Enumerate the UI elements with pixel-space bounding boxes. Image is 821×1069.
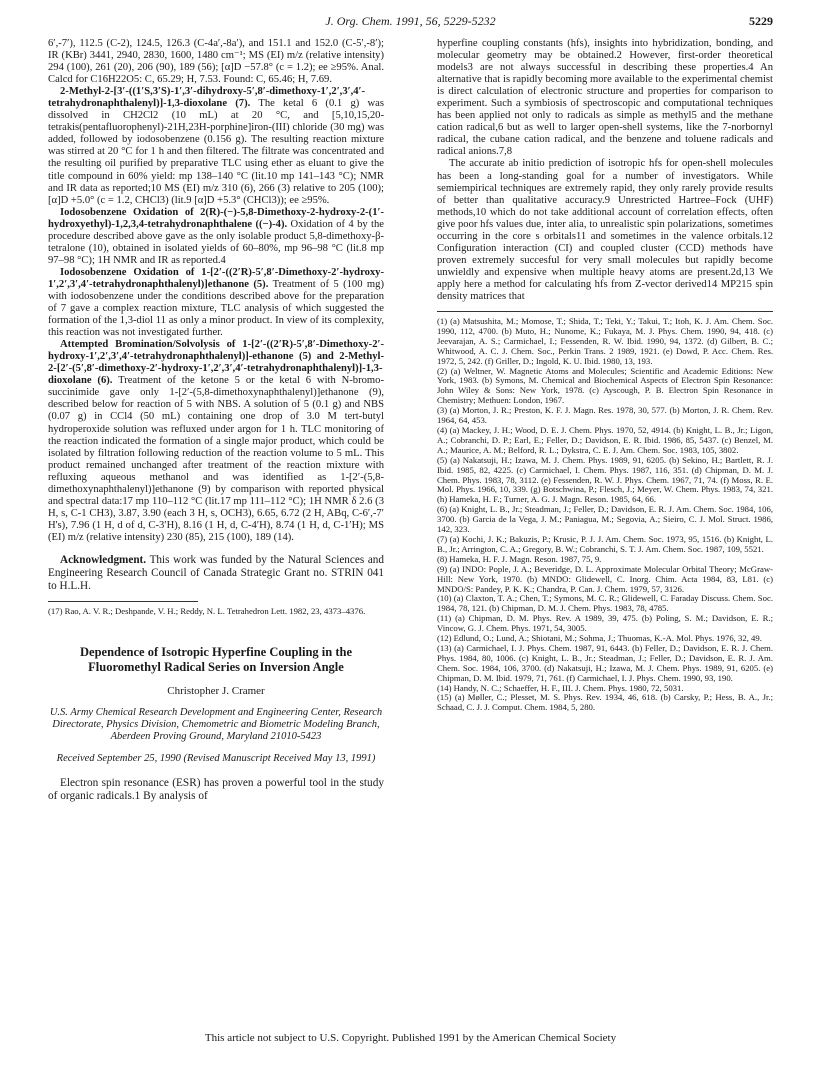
running-head (0, 14, 821, 32)
received-date: Received September 25, 1990 (Revised Manuscript Received May 13, 1991) (56, 752, 376, 764)
reference-item: (2) (a) Weltner, W. Magnetic Atoms and Molecules; Scientific and Academic Editions: New York, 1983. (b) Symons, M. Chemical and Biochemical Aspects of Electron Spin Resonance: John Wiley & Sons: New York, 1978. (c) Ayscough, P. B. Electron Spin Resonance in Chemistry; Methuen: London, 1967. (437, 365, 773, 406)
reference-item: (15) (a) Møller, C.; Plesset, M. S. Phys. Rev. 1934, 46, 618. (b) Carsky, P.; Hess, B. A., Jr.; Schaad, C. J. J. Comput. Chem. 1984, 5, 280. (437, 692, 773, 713)
right-column (437, 38, 773, 713)
reference-item: (7) (a) Kochi, J. K.; Bakuzis, P.; Krusic, P. J. J. Am. Chem. Soc. 1973, 95, 1516. (b) Knight, L. B., Jr.; Arrington, C. A.; Gregory, B. W.; Cobranchi, S. T. J. Am. Chem. Soc. 1987, 109, 5521. (437, 533, 773, 554)
footnote-divider (48, 601, 198, 602)
journal-citation: J. Org. Chem. 1991, 56, 5229-5232 (325, 14, 496, 28)
reference-item: (1) (a) Matsushita, M.; Momose, T.; Shida, T.; Teki, Y.; Takui, T.; Itoh, K. J. Am. Chem. Soc. 1990, 112, 4700. (b) Muto, H.; Nunome, K.; Fukaya, M. J. Phys. Chem. 1990, 94, 418. (c) Jeevarajan, A. S.; Carmichael, I.; Fessenden, R. W. Ibid. 1990, 94, 1372. (d) Gilbert, B. C.; Whitwood, A. C. J. Chem. Soc., Perkin Trans. 2 1989, 1921. (e) Dowd, P. Acc. Chem. Res. 1972, 5, 242. (f) Griller, D.; Ingold, K. U. Ibid. 1980, 13, 193. (437, 316, 773, 366)
experimental-body-2: Oxidation of 4 by the procedure described above gave as the only isolable product 5,8-dimethoxy-β-tetralone (10), obtained in isolated yields of 60–80%, mp 96–98 °C (lit.8 mp 97–98 °C); 1H NMR and IR as reported.4 (48, 218, 384, 266)
acknowledgment-body: This work was funded by the Natural Sciences and Engineering Research Council of Canada Strategic Grant no. STRIN 041 to H.L.H. (48, 553, 384, 592)
continued-paragraph: 6′,-7′), 112.5 (C-2), 124.5, 126.3 (C-4a′,-8a′), and 151.1 and 152.0 (C-5′,-8′); IR (KBr) 3441, 2940, 2830, 1600, 1480 cm⁻¹; MS (EI) m/z (relative intensity) 294 (100), 261 (20), 206 (90), 189 (56); [α]D −57.8° (c = 1.2); ee ≥95%. Anal. Calcd for C16H22O5: C, 65.29; H, 7.53. Found: C, 65.46; H, 7.69. (48, 38, 384, 86)
reference-item: (6) (a) Knight, L. B., Jr.; Steadman, J.; Feller, D.; Davidson, E. R. J. Am. Chem. Soc. 1984, 106, 3700. (b) Garcia de la Vega, J. M.; Paniagua, M.; Segovia, A.; Sieiro, C. J. Mol. Struct. 1986, 142, 323. (437, 504, 773, 535)
left-column (48, 38, 384, 803)
experimental-heading-4: Attempted Bromination/Solvolysis of 1-[2′-((2′R)-5′,8′-Dimethoxy-2′-hydroxy-1′,2′,3′,4′-tetrahydronaphthalenyl)]-ethanone (5) and 2-Methyl-2-[2′-(5′,8′-dimethoxy-2′-hydroxy-1′,2′,3′,4′-tetrahydronaphthalenyl)]-1,3-dioxolane (6). (48, 339, 384, 387)
experimental-paragraph-4 (48, 339, 384, 544)
experimental-body-1: The ketal 6 (0.1 g) was dissolved in CH2Cl2 (10 mL) at 20 °C, and [5,10,15,20-tetrakis(pentafluorophenyl)-21H,23H-porphine]iron-(III) chloride (30 mg) was added, followed by iodosobenzene (0.156 g). The resulting reaction mixture was stirred at 20 °C for 1 h and then filtered. The filtrate was concentrated and the resulting oil purified by preparative TLC using ether as eluant to give the title compound in 60% yield: mp 138–140 °C (lit.10 mp 141–143 °C); NMR and IR data as reported;10 MS (EI) m/z 310 (6), 266 (3) relative to 205 (100); [α]D +5.0° (c = 1.2, CHCl3) (lit.9 [α]D +5.3° (CHCl3)); ee ≥95%. (48, 98, 384, 206)
reference-item: (9) (a) INDO: Pople, J. A.; Beveridge, D. L. Approximate Molecular Orbital Theory; McGraw-Hill: New York, 1970. (b) MNDO: Glidewell, C. Inorg. Chim. Acta 1984, 83, L81. (c) MNDO/S: Pandey, P. K. K.; Chandra, P. Can. J. Chem. 1979, 57, 3126. (437, 563, 773, 594)
acknowledgment-paragraph (48, 554, 384, 593)
article-title: Dependence of Isotropic Hyperfine Coupling in the Fluoromethyl Radical Series on Inversion Angle (80, 644, 352, 674)
article-author: Christopher J. Cramer (167, 684, 265, 697)
experimental-paragraph-3 (48, 267, 384, 339)
reference-item: (11) (a) Chipman, D. M. Phys. Rev. A 1989, 39, 475. (b) Poling, S. M.; Davidson, E. R.; Vincow, G. J. Chem. Phys. 1971, 54, 3005. (437, 613, 773, 634)
author-affiliation: U.S. Army Chemical Research Development and Engineering Center, Research Directorate, Physics Division, Chemometric and Biometric Modeling Branch, Aberdeen Proving Ground, Maryland 21010-5423 (49, 706, 383, 742)
experimental-heading-1: 2-Methyl-2-[3′-((1′S,3′S)-1′,3′-dihydroxy-5′,8′-dimethoxy-1′,2′,3′,4′-tetrahydronaphthalenyl)]-1,3-dioxolane (7). (48, 86, 366, 110)
reference-item: (14) Handy, N. C.; Schaeffer, H. F., III. J. Chem. Phys. 1980, 72, 5031. (437, 682, 684, 693)
experimental-paragraph-1 (48, 86, 384, 206)
reference-item: (5) (a) Nakatsuji, H.; Izawa, M. J. Chem. Phys. 1989, 91, 6205. (b) Sekino, H.; Bartlett, R. J. Ibid. 1985, 82, 4225. (c) Carmichael, I. Chem. Phys. 1987, 116, 351. (d) Chipman, D. M. J. Chem. Phys. 1983, 78, 3112. (e) Fessenden, R. W. J. Phys. Chem. 1967, 71, 74. (f) Moss, R. E. Mol. Phys. 1966, 10, 339. (g) Botschwina, P.; Flesch, J.; Meyer, W. Chem. Phys. 1983, 74, 321. (h) Hameka, H. F.; Turner, A. G. J. Magn. Reson. 1985, 64, 66. (437, 454, 773, 505)
reference-item: (8) Hameka, H. F. J. Magn. Reson. 1987, 75, 9. (437, 553, 602, 564)
reference-item: (4) (a) Mackey, J. H.; Wood, D. E. J. Chem. Phys. 1970, 52, 4914. (b) Knight, L. B., Jr.; Ligon, A.; Cobranchi, D. P.; Earl, E.; Feller, D.; Davidson, E. R. Ibid. 1986, 85, 5437. (c) Benzel, M. A.; Maurice, A. M.; Belford, R. L.; Dykstra, C. E. J. Am. Chem. Soc. 1983, 105, 3802. (437, 425, 773, 455)
article-opening-paragraph: Electron spin resonance (ESR) has proven a powerful tool in the study of organic radicals.1 By analysis of (48, 776, 384, 802)
experimental-paragraph-2 (48, 207, 384, 267)
experimental-heading-2: Iodosobenzene Oxidation of 2(R)-(−)-5,8-Dimethoxy-2-hydroxy-2-(1′-hydroxyethyl)-1,2,3,4-tetrahydronaphthalene ((−)-4). (48, 206, 384, 230)
reference-item: (10) (a) Claxton, T. A.; Chen, T.; Symons, M. C. R.; Glidewell, C. Faraday Discuss. Chem. Soc. 1984, 78, 121. (b) Chipman, D. M. J. Chem. Phys. 1983, 78, 4785. (437, 593, 773, 614)
footnote-17: (17) Rao, A. V. R.; Deshpande, V. H.; Reddy, N. L. Tetrahedron Lett. 1982, 23, 4373–4376. (48, 605, 366, 616)
body-paragraph-1: hyperfine coupling constants (hfs), insights into hybridization, bonding, and molecular geometry may be obtained.2 However, first-order theoretical models3 are not always successful in describing these properties.4 An alternative that is rapidly becoming more available to the experimental chemist is direct calculation of electronic structure and properties for comparison to experiment. Such a symbiosis of spectroscopic and computational techniques has been applied not only to radicals as simple as methyl5 and the methane cation radical,6 but as well to larger open-shell systems, like the 7-norbornyl radical, the cubane cation radical, and the benzene and toluene radicals and radical anions.7,8 (437, 38, 773, 158)
experimental-body-4: Treatment of the ketone 5 or the ketal 6 with N-bromo-succinimide gave only 1-[2′-(5,8-dimethoxynaphthalenyl)]ethanone (9), described below for reaction of 5 with NBS. A solution of 5 (0.1 g) and NBS (0.07 g) in CCl4 (50 mL) containing one drop of 3.0 M tert-butyl hydroperoxide solution was refluxed under argon for 1 h. TLC monitoring of the reaction indicated the formation of a single major product, which could be isolated by filtration following reduction of the reaction volume to 5 mL. This product remained unchanged after treatment of the reaction mixture with refluxing aqueous methanol and was identified as 1-[2′-(5,8-dimethoxynaphthalenyl)]ethanone (9) by comparison with reported physical and spectral data:17 mp 110–112 °C (lit.17 mp 111–112 °C); 1H NMR δ 2.6 (3 H, s, C-1 CH3), 3.87, 3.90 (each 3 H, s, OCH3), 6.65, 6.72 (2 H, ABq, C-6′,-7′ H's), 7.96 (1 H, d of d, C-3′H), 8.16 (1 H, d, C-4′H), 8.74 (1 H, d, C-1′H); MS (EI) m/z (relative intensity) 230 (85), 215 (100), 189 (14). (48, 375, 384, 543)
page-number: 5229 (749, 14, 773, 28)
copyright-footer: This article not subject to U.S. Copyright. Published 1991 by the American Chemical Society (204, 1032, 617, 1044)
acknowledgment-heading: Acknowledgment. (60, 553, 147, 566)
experimental-heading-3: Iodosobenzene Oxidation of 1-[2′-((2′R)-5′,8′-Dimethoxy-2′-hydroxy-1′,2′,3′,4′-tetrahydronaphthalenyl)]ethanone (5). (48, 266, 384, 290)
body-paragraph-2: The accurate ab initio prediction of isotropic hfs for open-shell molecules has been a long-standing goal for a number of investigators. While semiempirical techniques are extremely rapid, they only rarely provide results of better than qualitative accuracy.9 Unrestricted Hartree–Fock (UHF) methods,10 which do not take additional account of correlation effects, often give poor hfs values due, inter alia, to unrealistic spin polarizations, sometimes occurring in the core s orbitals11 and sometimes in the valence orbitals.12 Configuration interaction (CI) and coupled cluster (CCD) methods have proven extremely succesful for very small molecules but rapidly become unwieldly and expensive when multiple heavy atoms are present.2d,13 We apply here a method for calculating hfs from Z-vector derived14 MP215 spin density matrices that (437, 158, 773, 302)
experimental-body-3: Treatment of 5 (100 mg) with iodosobenzene under the conditions described above for the preparation of 7 gave a complex reaction mixture, TLC analysis of which suggested the formation of the 1,3-diol 11 as only a minor product. In view of its complexity, this reaction was not investigated further. (48, 278, 384, 339)
reference-list (437, 317, 773, 713)
reference-item: (3) (a) Morton, J. R.; Preston, K. F. J. Magn. Res. 1978, 30, 577. (b) Morton, J. R. Chem. Rev. 1964, 64, 453. (437, 405, 773, 426)
references-divider (437, 311, 773, 312)
reference-item: (13) (a) Carmichael, I. J. Phys. Chem. 1987, 91, 6443. (b) Feller, D.; Davidson, E. R. J. Chem. Phys. 1984, 80, 1006. (c) Knight, L. B., Jr.; Steadman, J.; Feller, D.; Davidson, E. R. J. Am. Chem. Soc. 1984, 106, 3700. (d) Nakatsuji, H.; Izawa, M. J. Chem. Phys. 1989, 91, 6205. (e) Chipman, D. M. Ibid. 1979, 71, 761. (f) Carmichael, I. J. Phys. Chem. 1990, 93, 190. (437, 642, 773, 683)
reference-item: (12) Edlund, O.; Lund, A.; Shiotani, M.; Sohma, J.; Thuomas, K.-A. Mol. Phys. 1976, 32, 49. (437, 633, 762, 644)
